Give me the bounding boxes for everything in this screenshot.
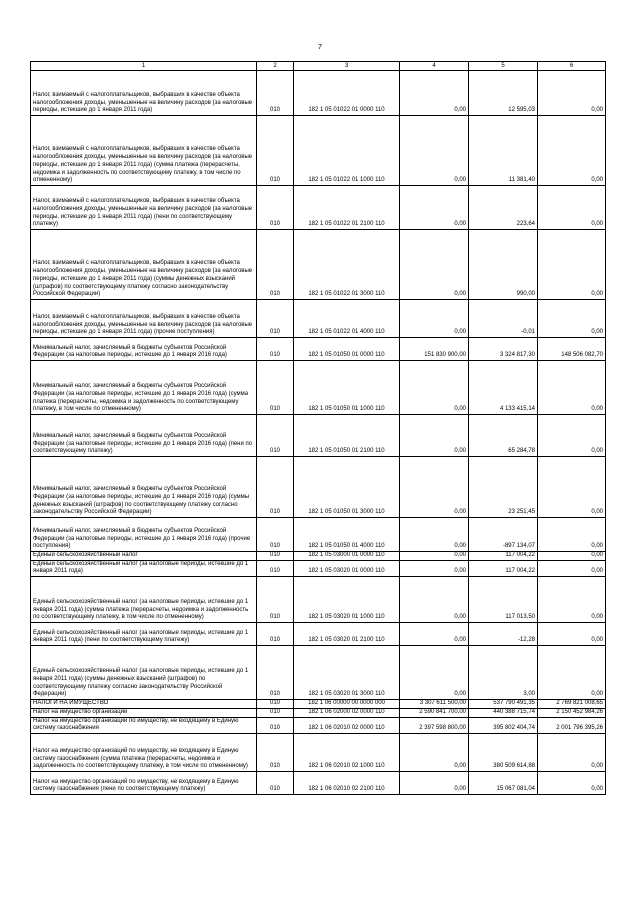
row-name-cell: Единый сельскохозяйственный налог (за налоговые периоды, истекшие до 1 января 2011 года) (пени по соответствующему платежу) (31, 623, 257, 646)
row-name-cell: Налог на имущество организаций (31, 708, 257, 717)
executed-cell: 4 133 415,14 (469, 361, 538, 415)
budget-code-cell: 182 1 05 03000 01 0000 110 (294, 552, 400, 561)
executed-cell: -0,01 (469, 300, 538, 338)
row-name-cell: Налог, взимаемый с налогоплательщиков, выбравших в качестве объекта налогообложения доходы, уменьшенные на величину расходов (за налоговые периоды, истекшие до 1 января 2011 года) (суммы денежных взысканий (штрафов) по соответствующему платежу согласно законодательству Российской Федерации) (31, 230, 257, 300)
budget-code-cell: 182 1 06 00000 00 0000 000 (294, 700, 400, 709)
line-code-cell: 010 (257, 771, 294, 794)
approved-cell: 0,00 (400, 518, 469, 552)
unexecuted-cell: 0,00 (538, 623, 606, 646)
row-name-cell: Минимальный налог, зачисляемый в бюджеты субъектов Российской Федерации (за налоговые периоды, истекшие до 1 января 2016 года) (сумма платежа (перерасчеты, недоимка и задолженность по соответствующему платежу, в том числе по отмененному) (31, 361, 257, 415)
approved-cell: 0,00 (400, 771, 469, 794)
executed-cell: 117 004,22 (469, 560, 538, 576)
table-row (31, 623, 606, 646)
approved-cell: 0,00 (400, 623, 469, 646)
approved-cell: 151 830 900,00 (400, 338, 469, 361)
unexecuted-cell: 0,00 (538, 552, 606, 561)
unexecuted-cell: 148 506 082,70 (538, 338, 606, 361)
approved-cell: 3 307 611 500,00 (400, 700, 469, 709)
budget-code-cell: 182 1 05 03020 01 2100 110 (294, 623, 400, 646)
line-code-cell: 010 (257, 646, 294, 700)
executed-cell: 380 509 614,88 (469, 733, 538, 771)
executed-cell: 23 251,45 (469, 457, 538, 518)
row-name-cell: Налог, взимаемый с налогоплательщиков, выбравших в качестве объекта налогообложения доходы, уменьшенные на величину расходов (за налоговые периоды, истекшие до 1 января 2011 года) (сумма платежа (перерасчеты, недоимка и задолженность по соответствующему платежу, в том числе по отмененному) (31, 116, 257, 186)
executed-cell: 440 388 715,74 (469, 708, 538, 717)
table-row (31, 700, 606, 709)
executed-cell: -897 134,07 (469, 518, 538, 552)
unexecuted-cell: 0,00 (538, 186, 606, 230)
approved-cell: 0,00 (400, 560, 469, 576)
budget-code-cell: 182 1 05 01022 01 4000 110 (294, 300, 400, 338)
approved-cell: 0,00 (400, 577, 469, 623)
approved-cell: 0,00 (400, 552, 469, 561)
table-row (31, 733, 606, 771)
income-table (30, 61, 606, 795)
table-row (31, 338, 606, 361)
executed-cell: 537 790 491,35 (469, 700, 538, 709)
line-code-cell: 010 (257, 552, 294, 561)
unexecuted-cell: 0,00 (538, 361, 606, 415)
executed-cell: 65 284,78 (469, 415, 538, 457)
row-name-cell: Налог, взимаемый с налогоплательщиков, выбравших в качестве объекта налогообложения доходы, уменьшенные на величину расходов (за налоговые периоды, истекшие до 1 января 2011 года) (прочие поступления) (31, 300, 257, 338)
row-name-cell: Налог, взимаемый с налогоплательщиков, выбравших в качестве объекта налогообложения доходы, уменьшенные на величину расходов (за налоговые периоды, истекшие до 1 января 2011 года) (31, 71, 257, 116)
budget-code-cell: 182 1 05 03020 01 1000 110 (294, 577, 400, 623)
table-row (31, 560, 606, 576)
table-row (31, 577, 606, 623)
line-code-cell: 010 (257, 300, 294, 338)
row-name-cell: Налог, взимаемый с налогоплательщиков, выбравших в качестве объекта налогообложения доходы, уменьшенные на величину расходов (за налоговые периоды, истекшие до 1 января 2011 года) (пени по соответствующему платежу) (31, 186, 257, 230)
column-header: 6 (538, 62, 606, 71)
table-row (31, 230, 606, 300)
unexecuted-cell: 0,00 (538, 518, 606, 552)
approved-cell: 0,00 (400, 733, 469, 771)
page-number: 7 (317, 42, 323, 51)
approved-cell: 0,00 (400, 230, 469, 300)
unexecuted-cell: 2 150 452 984,26 (538, 708, 606, 717)
budget-code-cell: 182 1 05 01022 01 3000 110 (294, 230, 400, 300)
approved-cell: 0,00 (400, 646, 469, 700)
line-code-cell: 010 (257, 560, 294, 576)
budget-code-cell: 182 1 06 02010 02 2100 110 (294, 771, 400, 794)
unexecuted-cell: 0,00 (538, 300, 606, 338)
table-row (31, 717, 606, 733)
table-row (31, 708, 606, 717)
line-code-cell: 010 (257, 708, 294, 717)
executed-cell: -12,28 (469, 623, 538, 646)
row-name-cell: Минимальный налог, зачисляемый в бюджеты субъектов Российской Федерации (за налоговые периоды, истекшие до 1 января 2016 года) (31, 338, 257, 361)
column-header: 3 (294, 62, 400, 71)
line-code-cell: 010 (257, 230, 294, 300)
budget-code-cell: 182 1 05 01050 01 4000 110 (294, 518, 400, 552)
line-code-cell: 010 (257, 116, 294, 186)
table-row (31, 415, 606, 457)
budget-code-cell: 182 1 05 01050 01 3000 110 (294, 457, 400, 518)
column-header: 5 (469, 62, 538, 71)
approved-cell: 0,00 (400, 186, 469, 230)
unexecuted-cell: 0,00 (538, 71, 606, 116)
budget-code-cell: 182 1 05 01022 01 0000 110 (294, 71, 400, 116)
table-row (31, 71, 606, 116)
approved-cell: 0,00 (400, 457, 469, 518)
budget-code-cell: 182 1 05 01050 01 1000 110 (294, 361, 400, 415)
table-row (31, 300, 606, 338)
table-row (31, 186, 606, 230)
table-row (31, 646, 606, 700)
row-name-cell: Минимальный налог, зачисляемый в бюджеты субъектов Российской Федерации (за налоговые периоды, истекшие до 1 января 2016 года) (прочие поступления) (31, 518, 257, 552)
table-row (31, 361, 606, 415)
row-name-cell: Минимальный налог, зачисляемый в бюджеты субъектов Российской Федерации (за налоговые периоды, истекшие до 1 января 2016 года) (суммы денежных взысканий (штрафов) по соответствующему платежу согласно законодательству Российской Федерации) (31, 457, 257, 518)
row-name-cell: Налог на имущество организаций по имуществу, не входящему в Единую систему газоснабжения (сумма платежа (перерасчеты, недоимка и задолженность по соответствующему платежу, в том числе по отмененному) (31, 733, 257, 771)
unexecuted-cell: 0,00 (538, 230, 606, 300)
budget-code-cell: 182 1 06 02000 02 0000 110 (294, 708, 400, 717)
unexecuted-cell: 2 001 796 395,26 (538, 717, 606, 733)
row-name-cell: НАЛОГИ НА ИМУЩЕСТВО (31, 700, 257, 709)
executed-cell: 223,64 (469, 186, 538, 230)
executed-cell: 15 067 081,04 (469, 771, 538, 794)
approved-cell: 0,00 (400, 116, 469, 186)
unexecuted-cell: 0,00 (538, 577, 606, 623)
line-code-cell: 010 (257, 518, 294, 552)
line-code-cell: 010 (257, 733, 294, 771)
executed-cell: 395 802 404,74 (469, 717, 538, 733)
unexecuted-cell: 0,00 (538, 116, 606, 186)
budget-code-cell: 182 1 05 01050 01 0000 110 (294, 338, 400, 361)
budget-code-cell: 182 1 06 02010 02 0000 110 (294, 717, 400, 733)
line-code-cell: 010 (257, 717, 294, 733)
executed-cell: 117 013,50 (469, 577, 538, 623)
unexecuted-cell: 0,00 (538, 646, 606, 700)
row-name-cell: Налог на имущество организаций по имуществу, не входящему в Единую систему газоснабжения (пени по соответствующему платежу) (31, 771, 257, 794)
table-row (31, 552, 606, 561)
table-row (31, 518, 606, 552)
executed-cell: 12 595,03 (469, 71, 538, 116)
budget-code-cell: 182 1 06 02010 02 1000 110 (294, 733, 400, 771)
header-row (31, 62, 606, 71)
unexecuted-cell: 0,00 (538, 560, 606, 576)
executed-cell: 3,00 (469, 646, 538, 700)
row-name-cell: Единый сельскохозяйственный налог (за налоговые периоды, истекшие до 1 января 2011 года) (суммы денежных взысканий (штрафов) по соответствующему платежу согласно законодательству Российской Федерации) (31, 646, 257, 700)
executed-cell: 117 004,22 (469, 552, 538, 561)
approved-cell: 2 397 598 800,00 (400, 717, 469, 733)
table-row (31, 771, 606, 794)
column-header: 4 (400, 62, 469, 71)
executed-cell: 3 324 817,30 (469, 338, 538, 361)
line-code-cell: 010 (257, 457, 294, 518)
row-name-cell: Единый сельскохозяйственный налог (за налоговые периоды, истекшие до 1 января 2011 года) (31, 560, 257, 576)
row-name-cell: Минимальный налог, зачисляемый в бюджеты субъектов Российской Федерации (за налоговые периоды, истекшие до 1 января 2016 года) (пени по соответствующему платежу) (31, 415, 257, 457)
line-code-cell: 010 (257, 186, 294, 230)
line-code-cell: 010 (257, 700, 294, 709)
line-code-cell: 010 (257, 71, 294, 116)
table-row (31, 457, 606, 518)
line-code-cell: 010 (257, 361, 294, 415)
row-name-cell: Налог на имущество организаций по имуществу, не входящему в Единую систему газоснабжения (31, 717, 257, 733)
unexecuted-cell: 0,00 (538, 415, 606, 457)
approved-cell: 0,00 (400, 71, 469, 116)
budget-code-cell: 182 1 05 03020 01 3000 110 (294, 646, 400, 700)
approved-cell: 0,00 (400, 361, 469, 415)
column-header: 2 (257, 62, 294, 71)
line-code-cell: 010 (257, 577, 294, 623)
budget-code-cell: 182 1 05 01022 01 2100 110 (294, 186, 400, 230)
line-code-cell: 010 (257, 623, 294, 646)
table-row (31, 116, 606, 186)
unexecuted-cell: 0,00 (538, 733, 606, 771)
line-code-cell: 010 (257, 415, 294, 457)
budget-code-cell: 182 1 05 03020 01 0000 110 (294, 560, 400, 576)
approved-cell: 0,00 (400, 300, 469, 338)
budget-code-cell: 182 1 05 01050 01 2100 110 (294, 415, 400, 457)
budget-code-cell: 182 1 05 01022 01 1000 110 (294, 116, 400, 186)
executed-cell: 990,00 (469, 230, 538, 300)
unexecuted-cell: 0,00 (538, 771, 606, 794)
approved-cell: 0,00 (400, 415, 469, 457)
row-name-cell: Единый сельскохозяйственный налог (31, 552, 257, 561)
unexecuted-cell: 2 769 821 008,65 (538, 700, 606, 709)
approved-cell: 2 590 841 700,00 (400, 708, 469, 717)
line-code-cell: 010 (257, 338, 294, 361)
row-name-cell: Единый сельскохозяйственный налог (за налоговые периоды, истекшие до 1 января 2011 года) (сумма платежа (перерасчеты, недоимка и задолженность по соответствующему платежу, в том числе по отмененному) (31, 577, 257, 623)
column-header: 1 (31, 62, 257, 71)
executed-cell: 11 381,40 (469, 116, 538, 186)
unexecuted-cell: 0,00 (538, 457, 606, 518)
